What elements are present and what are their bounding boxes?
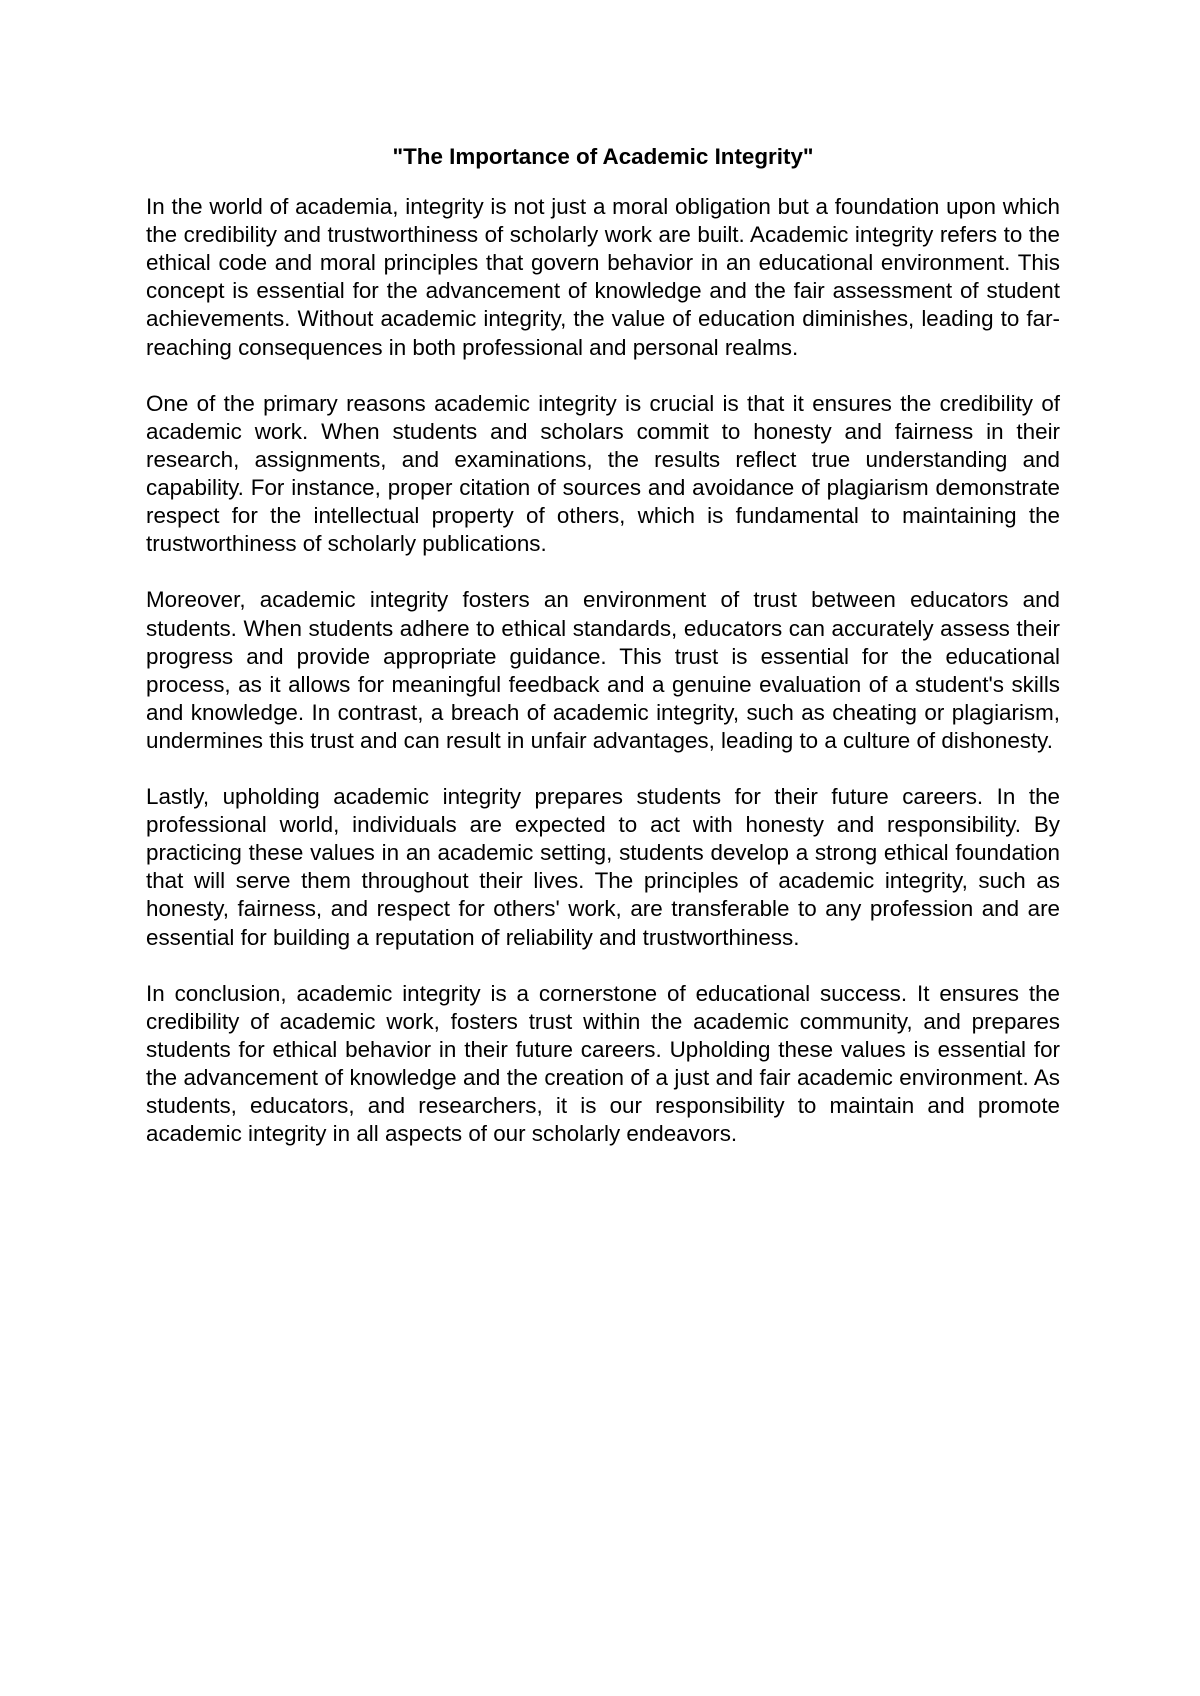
- document-title: "The Importance of Academic Integrity": [392, 144, 814, 169]
- paragraph-conclusion: In conclusion, academic integrity is a cornerstone of educational success. It ensures the credibility of academic work, fosters trust within the academic community, and prepares students for ethical behavior in their future careers. Upholding these values is essential for the advancement of knowledge and the creation of a just and fair academic environment. As students, educators, and researchers, it is our responsibility to maintain and promote academic integrity in all aspects of our scholarly endeavors.: [146, 980, 1060, 1147]
- paragraph-credibility: One of the primary reasons academic integrity is crucial is that it ensures the credibility of academic work. When students and scholars commit to honesty and fairness in their research, assignments, and examinations, the results reflect true understanding and capability. For instance, proper citation of sources and avoidance of plagiarism demonstrate respect for the intellectual property of others, which is fundamental to maintaining the trustworthiness of scholarly publications.: [146, 390, 1060, 557]
- paragraph-introduction: In the world of academia, integrity is not just a moral obligation but a foundation upon which the credibility and trustworthiness of scholarly work are built. Academic integrity refers to the ethical code and moral principles that govern behavior in an educational environment. This concept is essential for the advancement of knowledge and the fair assessment of student achievements. Without academic integrity, the value of education diminishes, leading to far-reaching consequences in both professional and personal realms.: [146, 194, 1060, 360]
- paragraph-trust: Moreover, academic integrity fosters an environment of trust between educators and students. When students adhere to ethical standards, educators can accurately assess their progress and provide appropriate guidance. This trust is essential for the educational process, as it allows for meaningful feedback and a genuine evaluation of a student's skills and knowledge. In contrast, a breach of academic integrity, such as cheating or plagiarism, undermines this trust and can result in unfair advantages, leading to a culture of dishonesty.: [146, 587, 1060, 753]
- document-body: [146, 143, 1060, 1176]
- paragraph-careers: Lastly, upholding academic integrity prepares students for their future careers. In the professional world, individuals are expected to act with honesty and responsibility. By practicing these values in an academic setting, students develop a strong ethical foundation that will serve them throughout their lives. The principles of academic integrity, such as honesty, fairness, and respect for others' work, are transferable to any profession and are essential for building a reputation of reliability and trustworthiness.: [146, 784, 1060, 950]
